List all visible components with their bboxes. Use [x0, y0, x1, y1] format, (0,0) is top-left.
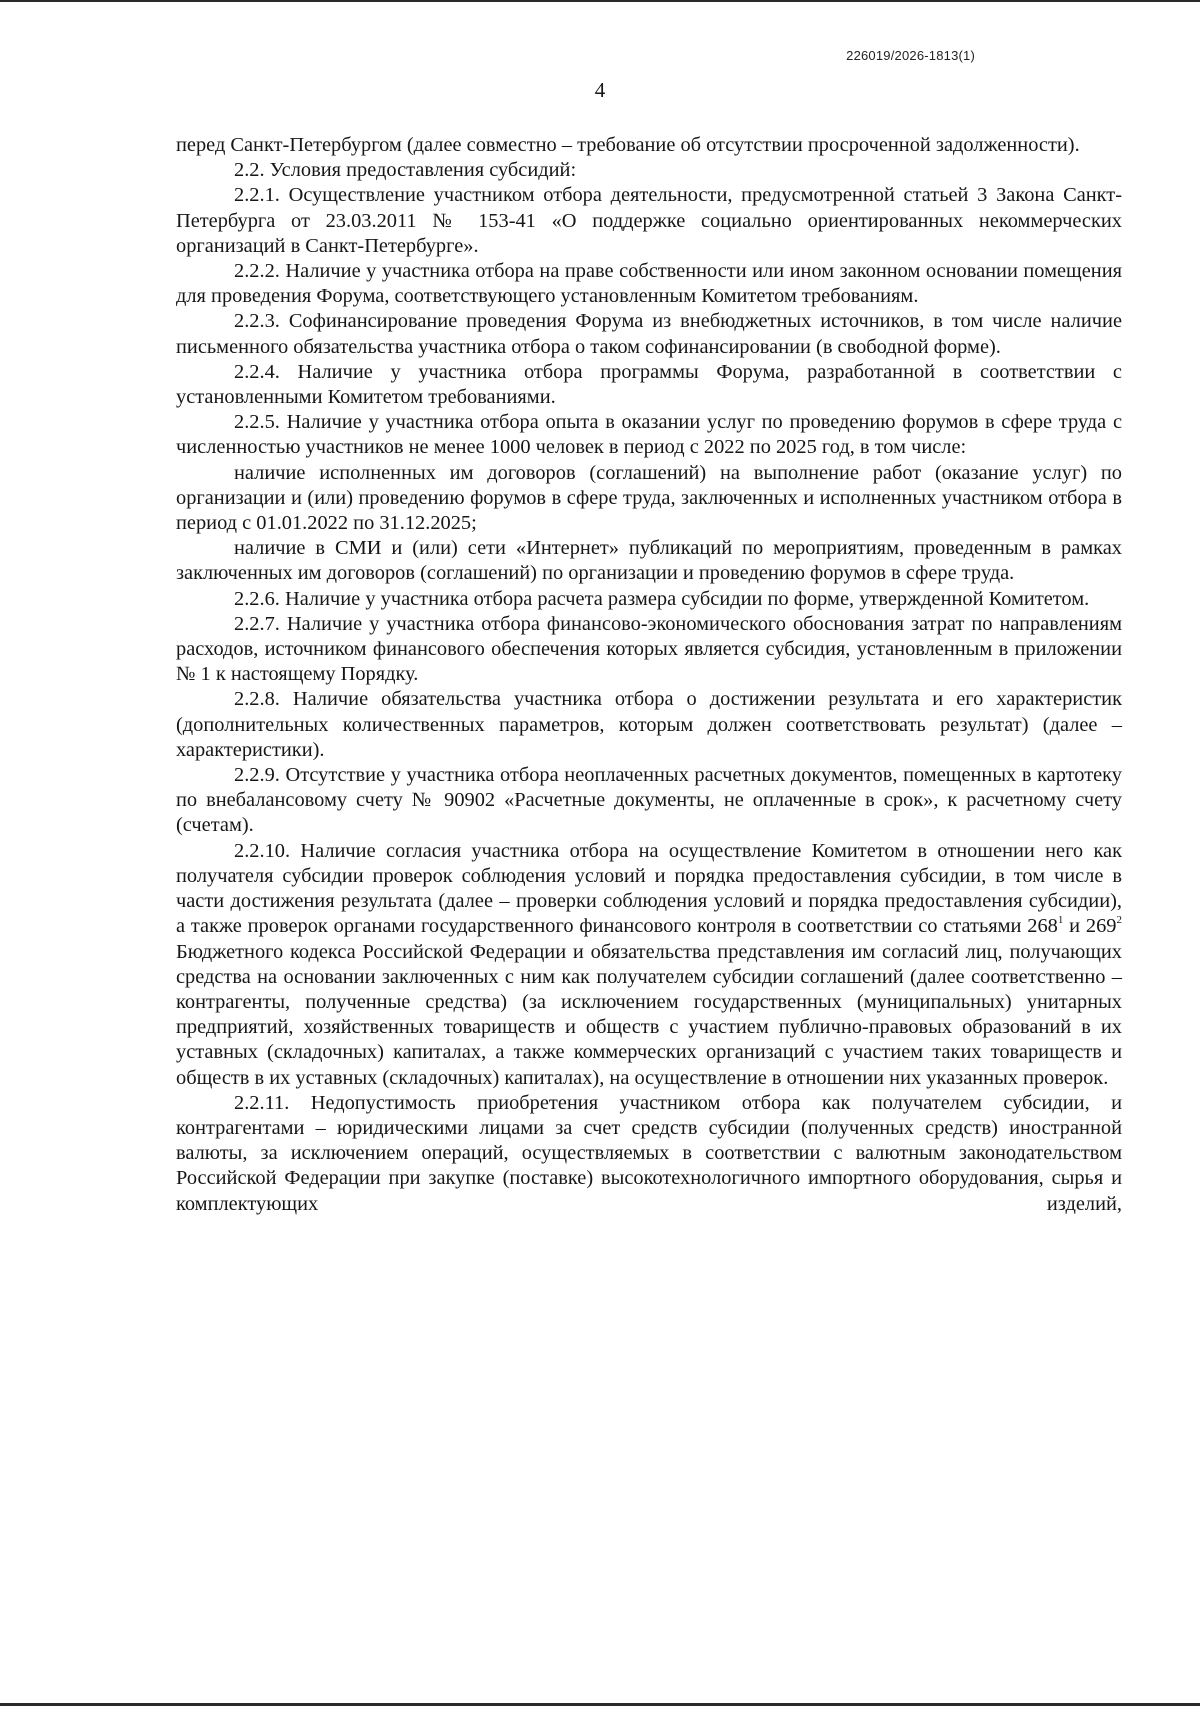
paragraph-2-2-5: 2.2.5. Наличие у участника отбора опыта в оказании услуг по проведению форумов в сфере труда с численностью участников не менее 1000 человек в период с 2022 по 2025 год, в том числе:	[176, 411, 1122, 459]
paragraph-2-2-4: 2.2.4. Наличие у участника отбора программы Форума, разработанной в соответствии с установленными Комитетом требованиями.	[176, 360, 1122, 409]
paragraph-2-2-2: 2.2.2. Наличие у участника отбора на праве собственности или ином законном основании помещения для проведения Форума, соответствующего установленным Комитетом требованиям.	[176, 260, 1122, 308]
paragraph-publications: наличие в СМИ и (или) сети «Интернет» публикаций по мероприятиям, проведенным в рамках заключенных им договоров (соглашений) по организации и проведению форумов в сфере труда.	[176, 537, 1122, 585]
page-number: 4	[594, 78, 606, 102]
scan-edge-top	[0, 0, 1200, 2]
paragraph-2-2: 2.2. Условия предоставления субсидий:	[234, 159, 577, 182]
paragraph-2-2-10-part-3: Бюджетного кодекса Российской Федерации и обязательства представления им согласий лиц, получающих средства на основании заключенных с ним как получателем субсидии соглашений (далее соответственно – контрагенты, полученные средства) (за исключением государственных (муниципальных) унитарных предприятий, хозяйственных товариществ и обществ с участием публично-правовых образований в их уставных (складочных) капиталах, а также коммерческих организаций с участием таких товариществ и обществ в их уставных (складочных) капиталах), на осуществление в отношении них указанных проверок.	[176, 940, 1122, 1089]
document-body	[176, 133, 1122, 1217]
paragraph-2-2-11: 2.2.11. Недопустимость приобретения участником отбора как получателем субсидии, и контрагентами – юридическими лицами за счет средств субсидии (полученных средств) иностранной валюты, за исключением операций, осуществляемых в соответствии с валютным законодательством Российской Федерации при закупке (поставке) высокотехнологичного импортного оборудования, сырья и комплектующих изделий,	[176, 1091, 1122, 1215]
paragraph-2-2-3: 2.2.3. Софинансирование проведения Форума из внебюджетных источников, в том числе наличие письменного обязательства участника отбора о таком софинансировании (в свободной форме).	[176, 310, 1122, 358]
paragraph-2-2-9: 2.2.9. Отсутствие у участника отбора неоплаченных расчетных документов, помещенных в картотеку по внебалансовому счету № 90902 «Расчетные документы, не оплаченные в срок», к расчетному счету (счетам).	[176, 764, 1122, 837]
paragraph-2-2-10-part-2: и 269	[1063, 915, 1117, 938]
paragraph-2-2-10	[176, 839, 1122, 1091]
paragraph-2-2-8: 2.2.8. Наличие обязательства участника отбора о достижении результата и его характеристик (дополнительных количественных параметров, которым должен соответствовать результат) (далее – характеристики).	[176, 688, 1122, 761]
superscript-268: 1	[1057, 914, 1064, 927]
paragraph-2-2-7: 2.2.7. Наличие у участника отбора финансово-экономического обоснования затрат по направлениям расходов, источником финансового обеспечения которых является субсидия, установленным в приложении № 1 к настоящему Порядку.	[176, 612, 1122, 686]
paragraph-continuation: перед Санкт-Петербургом (далее совместно – требование об отсутствии просроченной задолженности).	[176, 134, 1080, 156]
paragraph-2-2-6: 2.2.6. Наличие у участника отбора расчета размера субсидии по форме, утвержденной Комитетом.	[234, 587, 1090, 610]
paragraph-2-2-1: 2.2.1. Осуществление участником отбора деятельности, предусмотренной статьей 3 Закона Санкт-Петербурга от 23.03.2011 № 153-41 «О поддержке социально ориентированных некоммерческих организаций в Санкт-Петербурге».	[176, 184, 1122, 257]
scan-edge-bottom	[0, 1703, 1200, 1706]
superscript-269: 2	[1116, 914, 1122, 927]
paragraph-contracts: наличие исполненных им договоров (соглашений) на выполнение работ (оказание услуг) по организации и (или) проведению форумов в сфере труда, заключенных и исполненных участником отбора в период с 01.01.2022 по 31.12.2025;	[176, 461, 1122, 535]
registration-number: 226019/2026-1813(1)	[846, 48, 975, 63]
paragraph-2-2-10-part-1: 2.2.10. Наличие согласия участника отбора на осуществление Комитетом в отношении него как получателя субсидии проверок соблюдения условий и порядка предоставления субсидии, в том числе в части достижения результата (далее – проверки соблюдения условий и порядка предоставления субсидии), а также проверок органами государственного финансового контроля в соответствии со статьями 268	[176, 839, 1122, 938]
